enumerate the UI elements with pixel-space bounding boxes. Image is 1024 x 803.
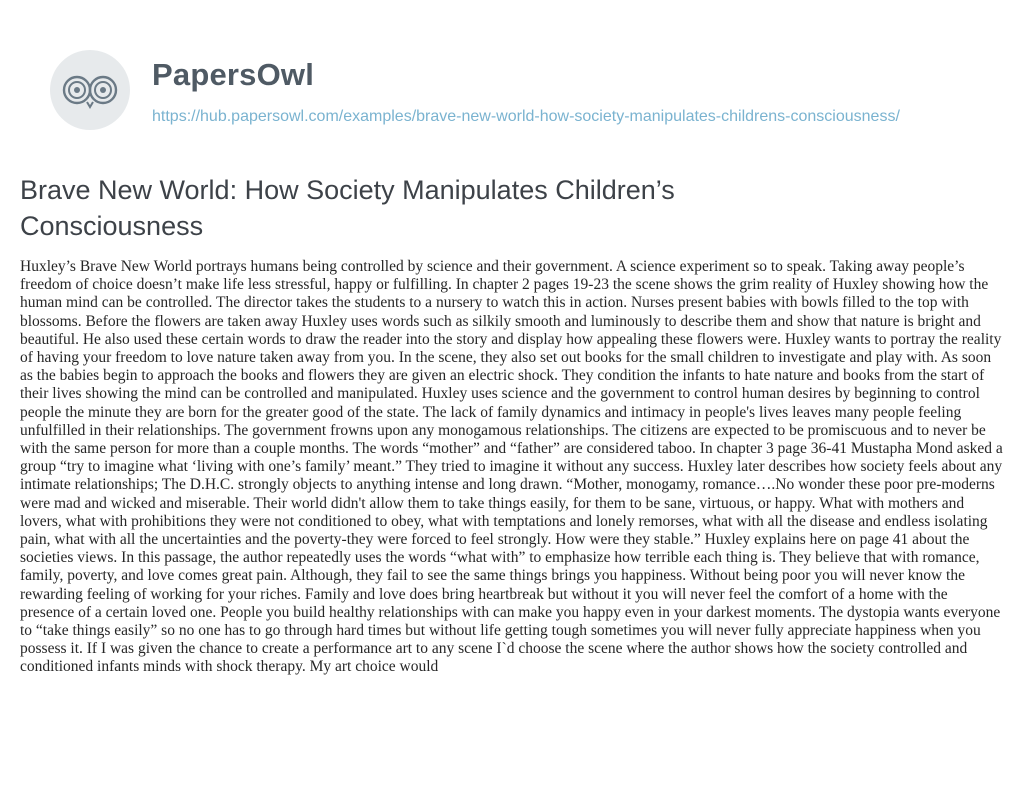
article-body: Huxley’s Brave New World portrays humans being controlled by science and their government. A science experiment so to speak. Taking away people’s freedom of choice doesn’t make life less stressful, happy or fulfilling. In chapter 2 pages 19-23 the scene shows the grim reality of Huxley showing how the human mind can be controlled. The director takes the students to a nursery to watch this in action. Nurses present babies with bowls filled to the top with blossoms. Before the flowers are taken away Huxley uses words such as silkily smooth and luminously to describe them and show that nature is bright and beautiful. He also used these certain words to draw the reader into the story and display how appealing these flowers were. Huxley wants to portray the reality of having your freedom to love nature taken away from you. In the scene, they also set out books for the small children to investigate and play with. As soon as the babies begin to approach the books and flowers they are given an electric shock. They condition the infants to hate nature and books from the start of their lives showing the mind can be controlled and manipulated. Huxley uses science and the government to control human desires by beginning to control people the minute they are born for the greater good of the state. The lack of family dynamics and intimacy in people's lives leaves many people feeling unfulfilled in their relationships. The government frowns upon any monogamous relationships. The citizens are expected to be promiscuous and to never be with the same person for more than a couple months. The words “mother” and “father” are considered taboo. In chapter 3 page 36-41 Mustapha Mond asked a group “try to imagine what ‘living with one’s family’ meant.” They tried to imagine it without any success. Huxley later describes how society feels about any intimate relationships; The D.H.C. strongly objects to anything intense and long drawn. “Mother, monogamy, romance….No wonder these poor pre-moderns were mad and wicked and miserable. Their world didn't allow them to take things easily, for them to be sane, virtuous, or happy. What with mothers and lovers, what with prohibitions they were not conditioned to obey, what with temptations and lonely remorses, what with all the disease and endless isolating pain, what with all the uncertainties and the poverty-they were forced to feel strongly. How were they stable.” Huxley explains here on page 41 about the societies views. In this passage, the author repeatedly uses the words “what with” to emphasize how terrible each thing is. They believe that with romance, family, poverty, and love comes great pain. Although, they fail to see the same things brings you happiness. Without being poor you will never know the rewarding feeling of working for your riches. Family and love does bring heartbreak but without it you will never feel the comfort of a home with the presence of a certain loved one. People you build healthy relationships with can make you happy even in your darkest moments. The dystopia wants everyone to “take things easily” so no one has to go through hard times but without life getting tough sometimes you will never fully appreciate happiness when you possess it. If I was given the chance to create a performance art to any scene I`d choose the scene where the author shows how the society controlled and conditioned infants minds with shock therapy. My art choice would	[20, 258, 1003, 676]
brand-name: PapersOwl	[152, 57, 315, 92]
owl-logo-icon	[50, 50, 130, 130]
article-title: Brave New World: How Society Manipulates Children’s Consciousness	[20, 175, 675, 241]
source-url-link[interactable]: https://hub.papersowl.com/examples/brave-new-world-how-society-manipulates-childrens-consciousness/	[152, 108, 900, 125]
brand-block	[152, 56, 922, 128]
site-header	[50, 50, 922, 130]
owl-eyes-icon	[59, 70, 121, 110]
